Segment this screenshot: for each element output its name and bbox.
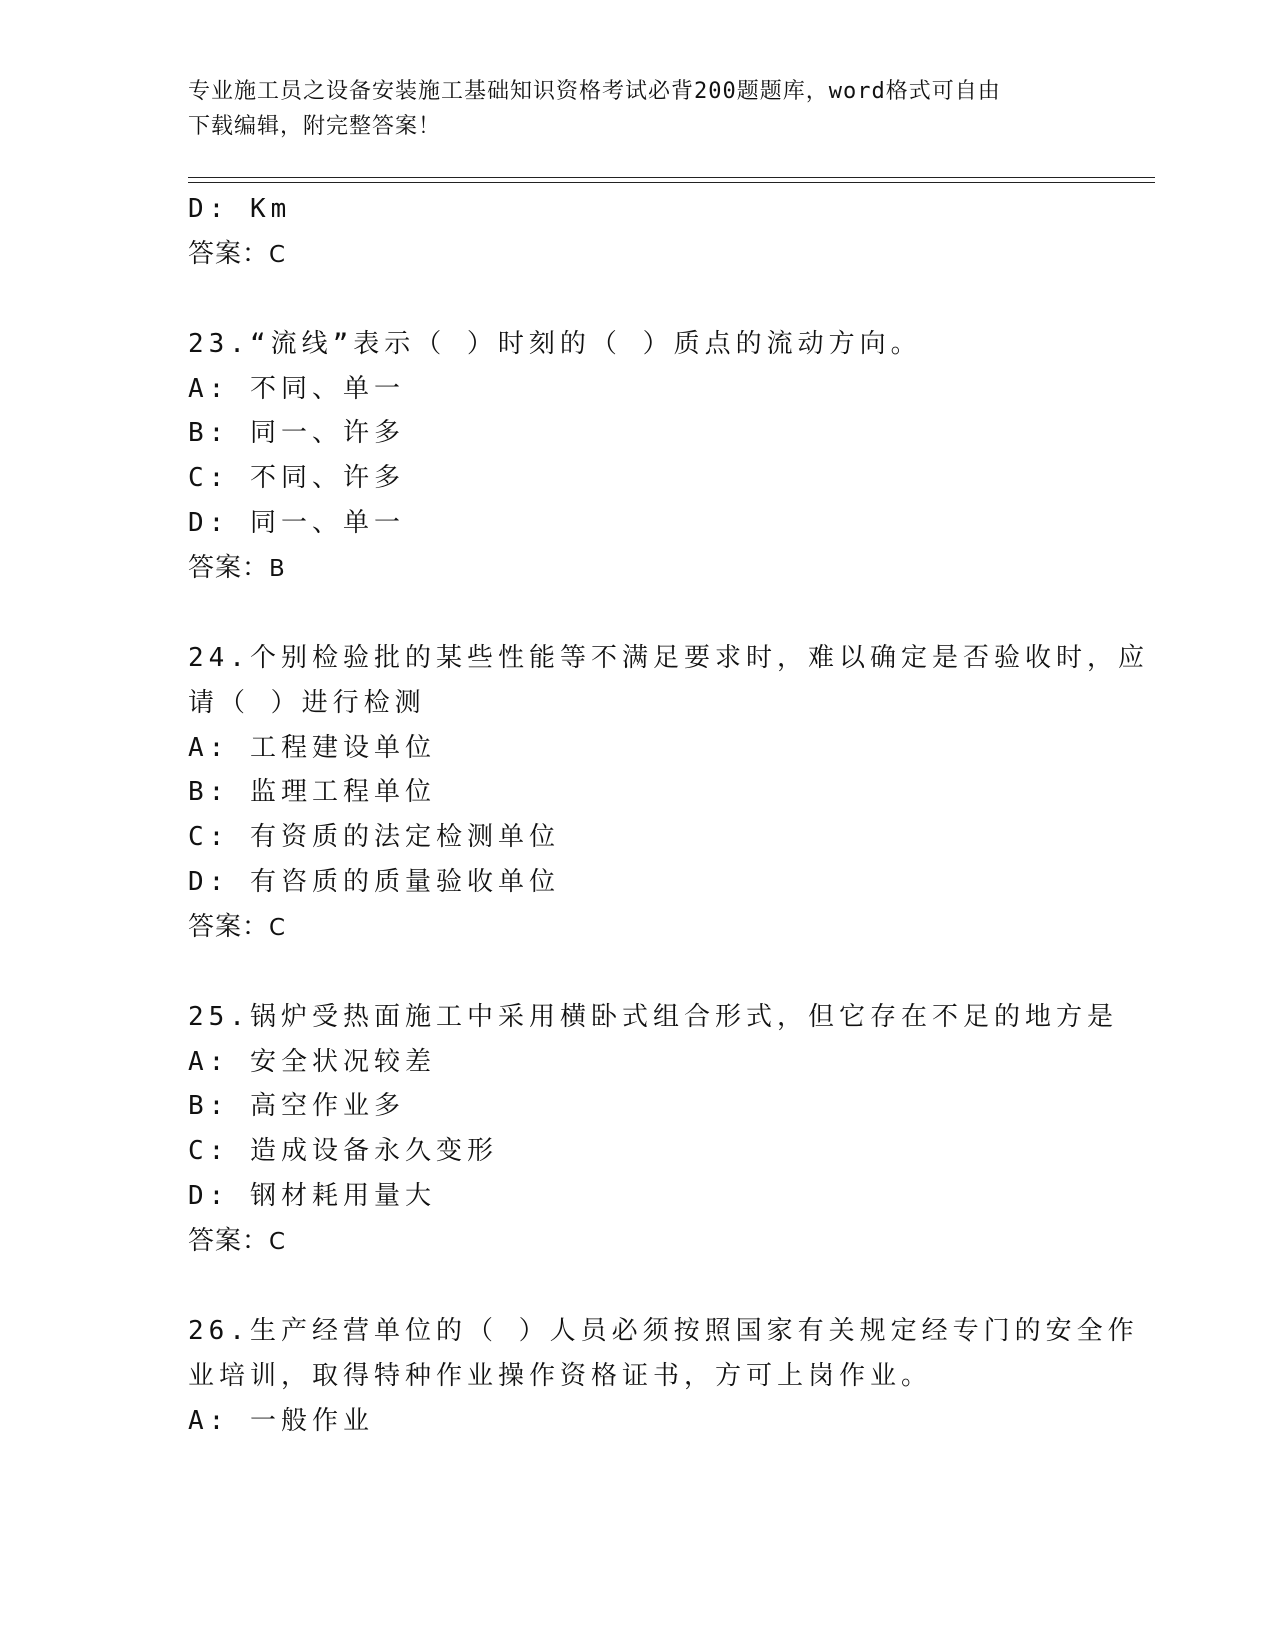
header-divider-bottom [188,182,1155,183]
q24-answer [188,910,285,945]
header-line-2: 下载编辑，附完整答案！ [188,114,442,139]
q24-stem-line-1: 24.个别检验批的某些性能等不满足要求时，难以确定是否验收时，应 [188,643,1149,673]
answer-label: 答案： [188,1226,270,1256]
header-divider-top [188,177,1155,178]
q25-option-d: D: 钢材耗用量大 [188,1181,436,1211]
q22-option-d: D: Km [188,194,292,224]
q25-option-b: B: 高空作业多 [188,1091,405,1121]
q22-answer [188,237,285,272]
q25-option-c: C: 造成设备永久变形 [188,1136,498,1166]
q24-option-b: B: 监理工程单位 [188,777,436,807]
q23-option-c: C: 不同、许多 [188,463,405,493]
document-header [188,74,1088,144]
q24-stem-line-2: 请（ ）进行检测 [188,688,426,718]
answer-value: C [269,242,286,268]
q26-option-a: A: 一般作业 [188,1406,374,1436]
answer-value: B [269,556,285,582]
q26-stem-line-2: 业培训，取得特种作业操作资格证书，方可上岗作业。 [188,1361,933,1391]
q23-option-b: B: 同一、许多 [188,418,405,448]
answer-value: C [269,915,286,941]
header-line-1: 专业施工员之设备安装施工基础知识资格考试必背200题题库，word格式可自由 [188,79,1001,104]
q26-stem-line-1: 26.生产经营单位的（ ）人员必须按照国家有关规定经专门的安全作 [188,1316,1139,1346]
q24-option-a: A: 工程建设单位 [188,733,436,763]
answer-label: 答案： [188,239,270,269]
q23-option-d: D: 同一、单一 [188,508,405,538]
answer-value: C [269,1229,286,1255]
q25-option-a: A: 安全状况较差 [188,1047,436,1077]
q24-option-c: C: 有资质的法定检测单位 [188,822,560,852]
q25-stem: 25.锅炉受热面施工中采用横卧式组合形式，但它存在不足的地方是 [188,1002,1118,1032]
q23-answer [188,551,285,586]
q23-stem: 23.“流线”表示（ ）时刻的（ ）质点的流动方向。 [188,329,922,359]
answer-label: 答案： [188,553,270,583]
q25-answer [188,1224,285,1259]
q23-option-a: A: 不同、单一 [188,374,405,404]
q24-option-d: D: 有咨质的质量验收单位 [188,867,560,897]
answer-label: 答案： [188,912,270,942]
